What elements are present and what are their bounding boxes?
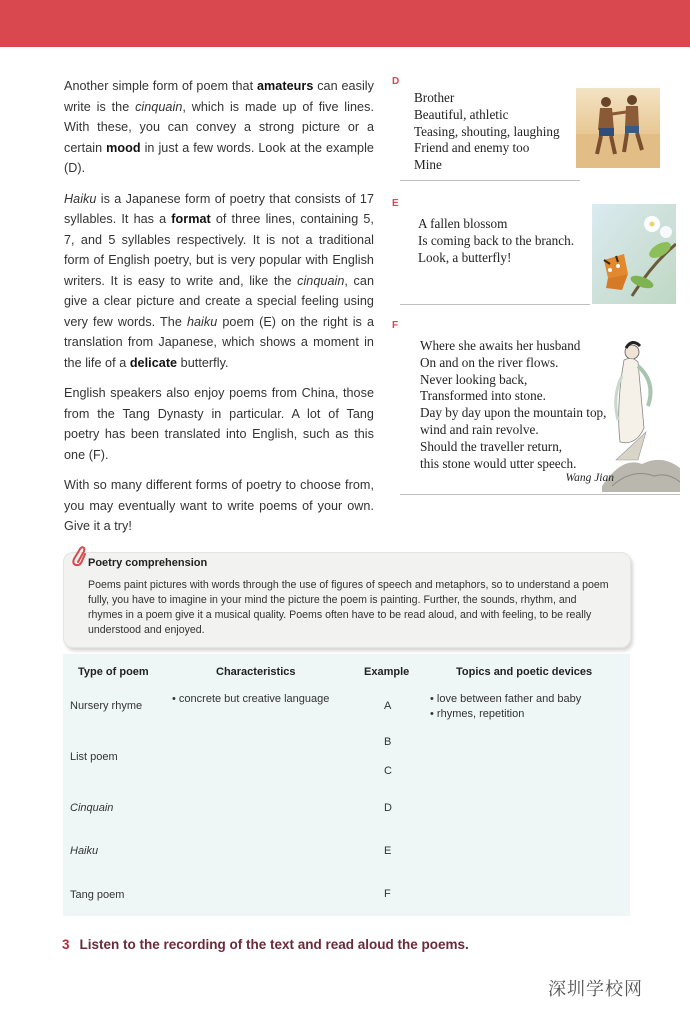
list-item: • rhymes, repetition — [430, 707, 581, 722]
header-example: Example — [364, 666, 410, 678]
text-run: , can give a clear picture and create a special feeling using very few words. The — [64, 273, 374, 329]
row-example: C — [384, 765, 392, 777]
row-type: Nursery rhyme — [70, 700, 143, 712]
poem-line: Day by day upon the mountain top, — [420, 405, 607, 421]
row-type: List poem — [70, 751, 118, 763]
row-example: A — [384, 700, 392, 712]
term-cinquain: cinquain — [135, 99, 183, 114]
butterfly-blossom-photo — [592, 204, 676, 304]
task-number: 3 — [62, 937, 70, 952]
article-text — [64, 76, 374, 547]
poem-line: A fallen blossom — [418, 216, 508, 231]
paperclip-icon — [70, 545, 86, 567]
header-characteristics: Characteristics — [216, 666, 296, 678]
woman-on-rock-illustration — [602, 336, 680, 492]
text-run: in just a few words. Look at the example (D). — [64, 140, 374, 175]
poem-line: Mine — [414, 157, 442, 173]
keyword-mood: mood — [106, 140, 141, 155]
row-example: B — [384, 736, 392, 748]
poem-line: Teasing, shouting, laughing — [414, 123, 560, 139]
term-haiku: haiku — [186, 314, 218, 329]
term-haiku: Haiku — [64, 191, 97, 206]
row-type: Tang poem — [70, 889, 125, 901]
poem-line: On and on the river flows. — [420, 354, 559, 370]
row-example: D — [384, 802, 392, 814]
poem-line: wind and rain revolve. — [420, 421, 539, 437]
list-item: • love between father and baby — [430, 692, 581, 707]
row-example: E — [384, 845, 392, 857]
row-example: F — [384, 888, 391, 900]
keyword-amateurs: amateurs — [256, 79, 314, 93]
list-item: • concrete but creative language — [172, 692, 329, 707]
children-beach-photo — [576, 88, 660, 168]
row-type: Haiku — [70, 845, 99, 857]
watermark: 深圳学校网 — [548, 979, 643, 1000]
poem-d — [392, 76, 680, 186]
poem-f — [392, 320, 680, 500]
task-text: Listen to the recording of the text and read aloud the poems. — [79, 937, 469, 952]
text-run: is a Japanese form of poetry that consists of 17 syllables. It has a — [64, 191, 374, 226]
task-3 — [62, 937, 469, 952]
poem-line: Never looking back, — [420, 371, 528, 387]
poem-lines — [414, 90, 560, 174]
header-topics: Topics and poetic devices — [456, 666, 593, 678]
poem-letter: D — [392, 76, 400, 87]
keyword-delicate: delicate — [129, 355, 178, 370]
note-body: Poems paint pictures with words through the use of figures of speech and metaphors, so to understand a poem fully, you have to imagine in your mind the picture the poem is painting. Further, the sounds, rhythm, and rhymes in a poem give it a musical quality. Poems often have to be read aloud, and with feeling, to be really understood and enjoyed. — [88, 579, 609, 636]
poem-line: Beautiful, athletic — [414, 106, 509, 122]
keyword-format: format — [171, 212, 211, 226]
poem-line: Should the traveller return, — [420, 438, 563, 454]
text-run: of three lines, containing 5, 7, and 5 syllables respectively. It is not a traditional form of English poetry, but is very popular with English writers. It is easy to write and, like the — [64, 212, 374, 288]
poem-line: Look, a butterfly! — [418, 249, 512, 265]
poem-lines — [418, 216, 574, 266]
divider — [400, 180, 580, 181]
poem-line: Is coming back to the branch. — [418, 232, 575, 248]
poem-line: this stone would utter speech. — [420, 455, 577, 471]
header-type-of-poem: Type of poem — [78, 666, 149, 678]
row-type: Cinquain — [70, 802, 114, 814]
paragraph-tang: English speakers also enjoy poems from China, those from the Tang Dynasty in particular. A lot of Tang poetry has been translated into English, such as this one (F). — [64, 386, 374, 462]
poem-line: Brother — [414, 90, 455, 105]
text-run: can easily write is the — [64, 79, 374, 114]
paragraph-cinquain — [64, 76, 374, 179]
poem-e — [392, 198, 680, 310]
poem-line: Where she awaits her husband — [420, 338, 581, 353]
poem-line: Friend and enemy too — [414, 140, 530, 156]
poem-author: Wang Jian — [565, 472, 614, 484]
term-cinquain: cinquain — [297, 273, 345, 288]
divider — [400, 494, 680, 495]
paragraph-conclusion: With so many different forms of poetry to choose from, you may eventually want to write poems of your own. Give it a try! — [64, 478, 374, 533]
paragraph-haiku — [64, 189, 374, 374]
poem-line: Transformed into stone. — [420, 388, 546, 404]
poem-letter: E — [392, 198, 399, 209]
text-run: poem (E) on the right is a translation from Japanese, which shows a moment in the life of a — [64, 314, 375, 370]
row-characteristics — [172, 692, 329, 707]
note-title: Poetry comprehension — [88, 557, 208, 569]
divider — [400, 304, 590, 305]
text-run: , which is made up of five lines. With these, you can convey a strong picture or a certain — [64, 99, 374, 155]
poem-letter: F — [392, 320, 399, 331]
header-band — [0, 0, 690, 47]
text-run: Another simple form of poem that — [64, 79, 257, 93]
text-run: butterfly. — [177, 355, 229, 370]
row-topics — [430, 692, 581, 722]
poem-lines — [420, 338, 606, 472]
